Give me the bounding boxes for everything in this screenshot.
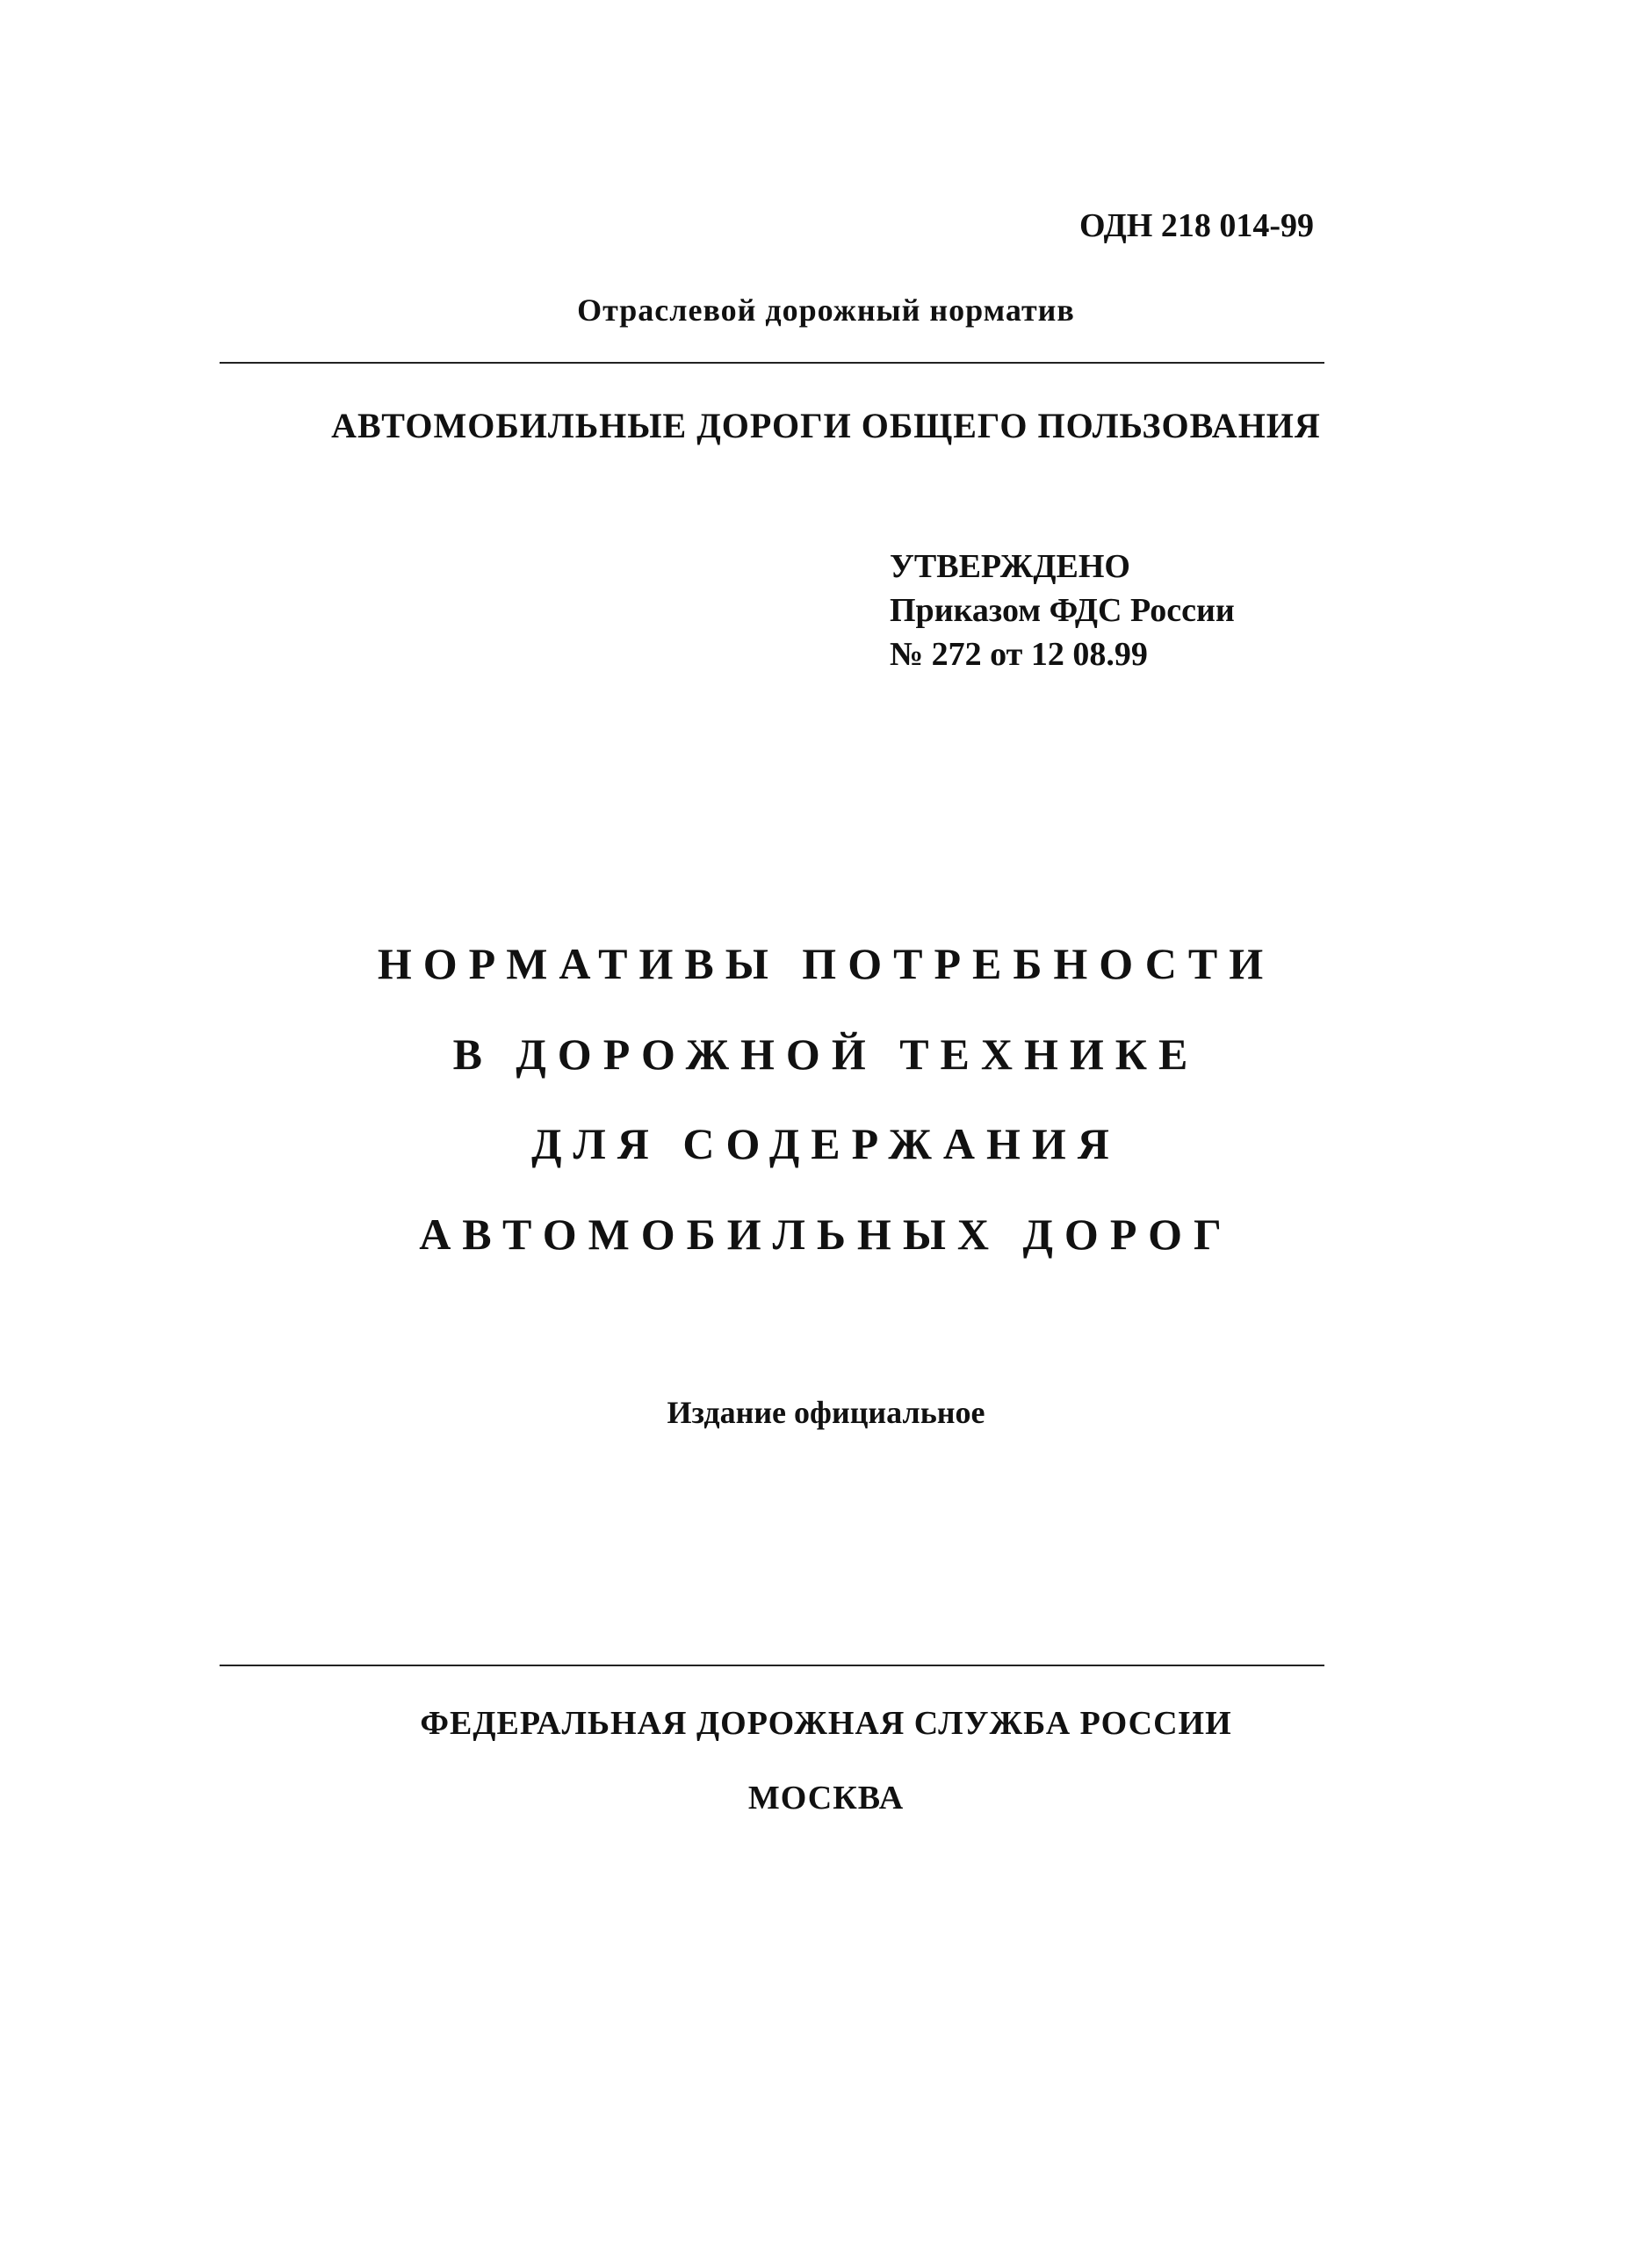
publication-city: МОСКВА	[747, 1780, 905, 1817]
title-line-1: НОРМАТИВЫ ПОТРЕБНОСТИ	[377, 939, 1275, 988]
publisher: ФЕДЕРАЛЬНАЯ ДОРОЖНАЯ СЛУЖБА РОССИИ	[420, 1705, 1232, 1742]
title-line-3: ДЛЯ СОДЕРЖАНИЯ	[531, 1119, 1121, 1168]
title-line-2: В ДОРОЖНОЙ ТЕХНИКЕ	[452, 1029, 1200, 1079]
approval-status: УТВЕРЖДЕНО	[890, 548, 1130, 585]
bottom-divider	[220, 1665, 1324, 1666]
approval-block	[890, 545, 1235, 676]
approval-order: Приказом ФДС России	[890, 592, 1235, 629]
edition-note: Издание официальное	[667, 1395, 985, 1430]
document-code: ОДН 218 014-99	[1078, 207, 1314, 244]
top-divider	[220, 362, 1324, 364]
title-line-4: АВТОМОБИЛЬНЫХ ДОРОГ	[419, 1210, 1233, 1259]
document-type: Отраслевой дорожный норматив	[577, 293, 1075, 328]
document-series: АВТОМОБИЛЬНЫЕ ДОРОГИ ОБЩЕГО ПОЛЬЗОВАНИЯ	[331, 406, 1321, 445]
approval-number-date: № 272 от 12 08.99	[890, 636, 1148, 673]
